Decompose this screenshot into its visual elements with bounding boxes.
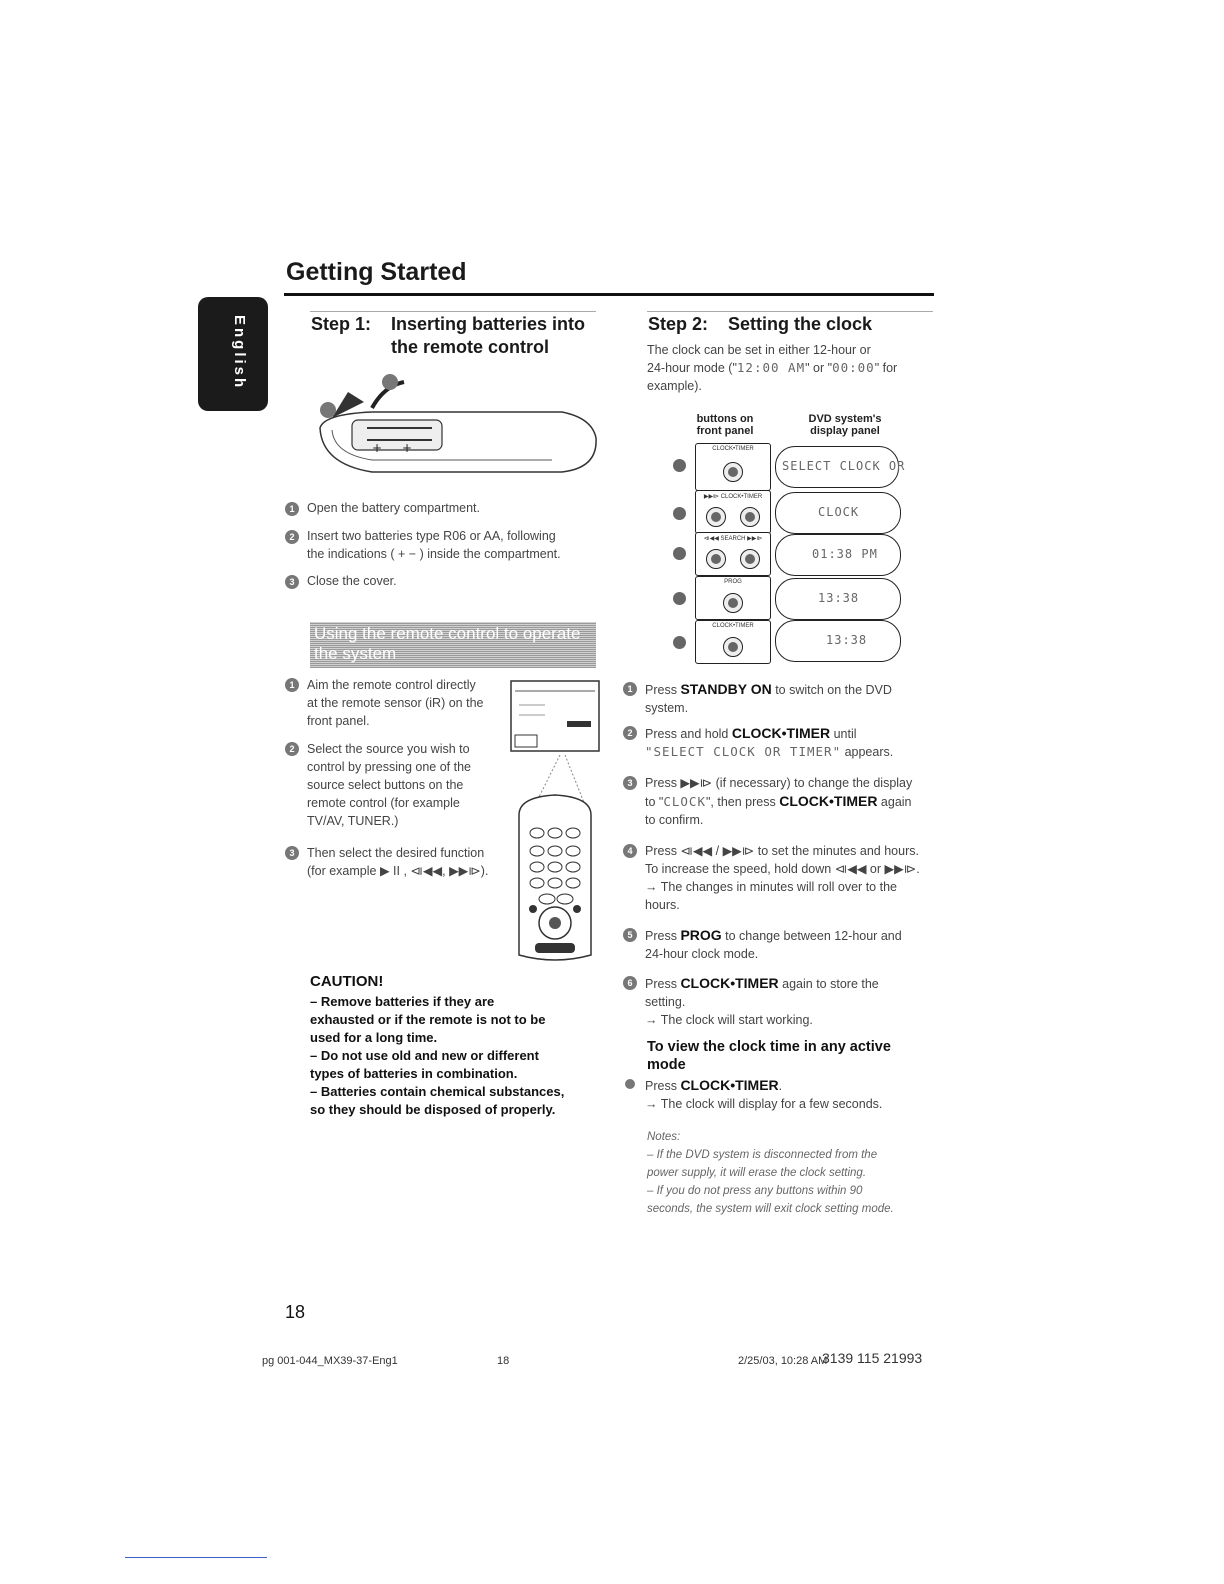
step-number-badge: 3 [285,846,299,860]
diagram-display-2 [775,492,901,534]
footer-page: 18 [497,1355,510,1367]
step-number-badge: 1 [285,502,299,516]
step-number-badge: 1 [623,682,637,696]
step-number-badge: 3 [285,575,299,589]
display-text: SELECT CLOCK OR [782,459,906,473]
button-label: ⧏◀◀ SEARCH ▶▶⧐ [703,536,763,542]
caution-line-2: exhausted or if the remote is not to be [310,1012,546,1027]
banner-line1: Using the remote control to operate [314,624,581,643]
text: to switch on the DVD [771,683,892,697]
banner-line2: the system [314,644,397,663]
text: setting. [645,995,686,1009]
step1-item-2 [285,527,561,563]
key-name: PROG [680,927,722,943]
step-number-badge: 2 [623,726,637,740]
step2-item-5 [623,926,933,966]
remote-item-3-line2: (for example ▶ II , ⧏◀◀, ▶▶⧐). [307,864,489,878]
key-name: CLOCK•TIMER [680,1077,779,1093]
notes-title: Notes: [647,1131,681,1143]
text: again to store the [778,977,879,991]
text: appears. [841,745,894,759]
footer-file: pg 001-044_MX39-37-Eng1 [262,1355,398,1367]
step1-item-1 [285,499,480,517]
step-number-badge: 1 [285,678,299,692]
lcd-text: "SELECT CLOCK OR TIMER" [645,744,842,759]
diagram-step-6-dot [673,636,686,649]
intro-text-mid: " or " [805,361,833,375]
remote-item-2-line4: remote control (for example [307,796,460,810]
text: 24-hour clock mode. [645,947,759,961]
diagram-step-4-dot [673,547,686,560]
caution-line-6: – Batteries contain chemical substances, [310,1084,565,1099]
lcd-text: CLOCK [663,794,706,809]
button-icon [740,549,760,569]
remote-item-2-line3: source select buttons on the [307,778,464,792]
text: To increase the speed, hold down ⧏◀◀ or ▶▶⧐. [645,862,920,876]
step-number-badge: 2 [285,742,299,756]
step-number-badge: 6 [623,976,637,990]
intro-lcd-24h: 00:00 [832,360,875,375]
text: Press [645,1079,681,1093]
view-clock-heading [647,1038,937,1074]
step2-heading-label: Step 2: [648,314,709,334]
step1-item-3-line1: Close the cover. [307,574,397,588]
step2-item-3 [623,774,933,832]
footer-date: 2/25/03, 10:28 AM [738,1355,828,1367]
key-name: CLOCK•TIMER [731,725,831,741]
bullet-icon [625,1079,635,1089]
remote-item-1-line2: at the remote sensor (iR) on the [307,696,484,710]
button-icon [723,462,743,482]
text: until [830,727,857,741]
display-text: 13:38 [818,591,860,605]
step2-item-2 [623,724,933,768]
step2-intro-line2 [647,359,937,377]
remote-item-2-line1: Select the source you wish to [307,742,470,756]
note-line-2: power supply, it will erase the clock setting. [647,1167,867,1179]
notes [647,1128,937,1218]
intro-lcd-12h: 12:00 AM [736,360,806,375]
step-number-badge: 4 [623,844,637,858]
step2-rule [647,311,933,312]
col1-line2: front panel [696,425,754,437]
bottom-link-rule [125,1557,267,1558]
diagram-step-3-dot [673,507,686,520]
step2-instructions [623,680,933,1032]
display-text: 13:38 [826,633,868,647]
step2-item-1 [623,680,933,718]
text: . [778,1079,783,1093]
svg-text:+: + [372,441,383,455]
caution-line-5: types of batteries in combination. [310,1066,518,1081]
remote-control-illustration [505,675,605,965]
remote-item-3-line1: Then select the desired function [307,846,485,860]
step-number-badge: 3 [623,776,637,790]
diagram-display-5 [775,620,901,662]
key-name: CLOCK•TIMER [779,793,878,809]
key-name: CLOCK•TIMER [680,975,779,991]
remote-item-2 [285,740,515,830]
remote-item-1 [285,676,515,730]
text: ", then press [705,795,780,809]
button-label: CLOCK•TIMER [712,446,754,452]
clock-setting-diagram [655,410,935,660]
key-name: STANDBY ON [680,681,772,697]
step2-item-6 [623,974,933,1032]
text: → The changes in minutes will roll over to the [645,880,897,894]
svg-text:+: + [402,441,413,455]
caution-title: CAUTION! [310,973,384,990]
diagram-button-prog [695,576,771,620]
language-tab [198,297,268,411]
button-icon [740,507,760,527]
remote-item-2-line5: TV/AV, TUNER.) [307,814,399,828]
text: hours. [645,898,680,912]
text: → The clock will start working. [645,1013,813,1027]
step1-item-2-line2: the indications ( + − ) inside the compartment. [307,547,561,561]
col2-line2: display panel [810,425,880,437]
text: Press ▶▶⧐ (if necessary) to change the display [645,776,913,790]
text: Press and hold [645,727,732,741]
remote-item-3 [285,844,515,880]
diagram-step-5-dot [673,592,686,605]
text: to " [645,795,664,809]
caution-line-1: – Remove batteries if they are [310,994,495,1009]
text: Press [645,929,681,943]
caution-text [310,993,610,1119]
caution-line-3: used for a long time. [310,1030,438,1045]
step1-rule [310,311,596,312]
note-line-4: seconds, the system will exit clock setting mode. [647,1203,894,1215]
button-label: CLOCK•TIMER [712,623,754,629]
note-line-3: – If you do not press any buttons within 90 [647,1185,863,1197]
step1-item-3 [285,572,397,590]
step1-heading-line2: the remote control [391,337,550,357]
view-heading-line2: mode [647,1057,686,1073]
remote-item-1-line1: Aim the remote control directly [307,678,476,692]
button-label: PROG [724,579,742,585]
step-number-badge: 5 [623,928,637,942]
view-clock-instruction [623,1076,933,1113]
button-icon [706,549,726,569]
button-icon [723,593,743,613]
remote-item-2-line2: control by pressing one of the [307,760,471,774]
display-text: 01:38 PM [812,547,878,561]
step-number-badge: 2 [285,530,299,544]
text: Press [645,977,681,991]
text: Press ⧏◀◀ / ▶▶⧐ to set the minutes and hours. [645,844,919,858]
button-icon [723,637,743,657]
text: system. [645,701,689,715]
view-heading-line1: To view the clock time in any active [647,1039,891,1055]
step2-intro-line3: example). [647,379,702,393]
step1-heading-line1: Inserting batteries into [391,314,586,334]
diagram-step-2-dot [673,459,686,472]
diagram-button-clock-timer-store [695,620,771,664]
remote-section-banner [310,622,596,668]
col1-line1: buttons on [696,413,754,425]
diagram-button-next-clock [695,490,771,534]
page-title: Getting Started [286,258,467,286]
button-icon [706,507,726,527]
step1-item-1-line1: Open the battery compartment. [307,501,481,515]
text: again [877,795,912,809]
diagram-display-1 [775,446,906,488]
language-tab-label: English [231,315,248,391]
diagram-button-search [695,532,771,576]
step1-heading-label: Step 1: [311,314,372,334]
caution-line-4: – Do not use old and new or different [310,1048,539,1063]
note-line-1: – If the DVD system is disconnected from the [647,1149,878,1161]
diagram-col1-label [675,413,775,437]
caution-line-7: so they should be disposed of properly. [310,1102,556,1117]
text: to confirm. [645,813,704,827]
page-number: 18 [285,1302,306,1322]
remote-item-1-line3: front panel. [307,714,370,728]
title-rule [284,293,934,296]
step2-intro [647,341,937,395]
diagram-button-clock-timer [695,443,771,491]
diagram-display-4 [775,578,901,620]
text: → The clock will display for a few seconds. [645,1097,883,1111]
diagram-col2-label [790,413,900,437]
step2-item-4 [623,842,933,918]
button-label: ▶▶⧐ CLOCK•TIMER [703,494,763,500]
step2-heading-text: Setting the clock [728,314,873,334]
step1-item-2-line1: Insert two batteries type R06 or AA, following [307,529,556,543]
display-text: CLOCK [818,505,860,519]
text: to change between 12-hour and [721,929,902,943]
step2-intro-line1: The clock can be set in either 12-hour or [647,343,871,357]
text: Press [645,683,681,697]
battery-compartment-illustration [312,368,602,480]
footer-code: 3139 115 21993 [822,1350,923,1366]
intro-text-post: " for [874,361,898,375]
diagram-display-3 [775,534,901,576]
intro-text-pre: 24-hour mode (" [647,361,737,375]
col2-line1: DVD system's [808,413,882,425]
